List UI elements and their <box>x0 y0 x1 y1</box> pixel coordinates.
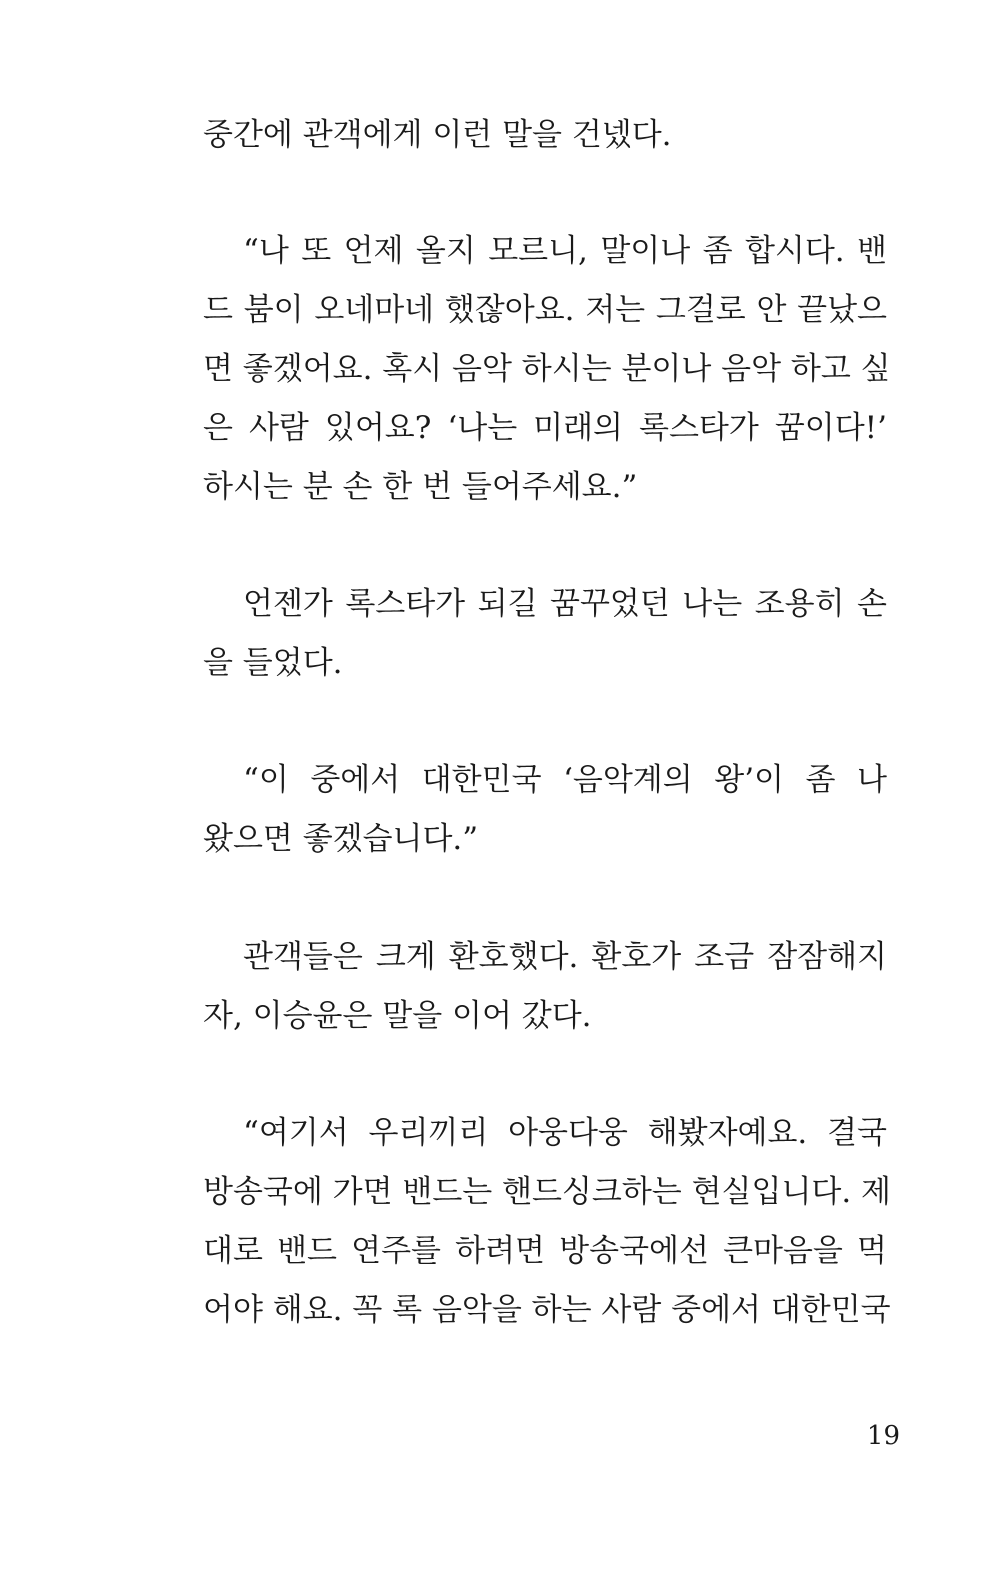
text-line: 드 붐이 오네마네 했잖아요. 저는 그걸로 안 끝났으 <box>203 292 887 328</box>
text-line: “나 또 언제 올지 모르니, 말이나 좀 합시다. 밴 <box>243 233 887 269</box>
text-line: “여기서 우리끼리 아웅다웅 해봤자예요. 결국 <box>243 1115 887 1151</box>
text-line: 은 사람 있어요? ‘나는 미래의 록스타가 꿈이다!’ <box>203 410 887 446</box>
text-line: 왔으면 좋겠습니다.” <box>203 821 479 857</box>
text-line: 관객들은 크게 환호했다. 환호가 조금 잠잠해지 <box>243 939 887 975</box>
text-line: 대로 밴드 연주를 하려면 방송국에선 큰마음을 먹 <box>203 1233 887 1269</box>
text-line: 면 좋겠어요. 혹시 음악 하시는 분이나 음악 하고 싶 <box>203 351 891 387</box>
text-line: 중간에 관객에게 이런 말을 건넸다. <box>203 117 672 153</box>
text-line: 방송국에 가면 밴드는 핸드싱크하는 현실입니다. 제 <box>203 1174 891 1210</box>
text-line: 언젠가 록스타가 되길 꿈꾸었던 나는 조용히 손 <box>243 586 887 622</box>
page-number: 19 <box>866 1421 900 1451</box>
text-line: 하시는 분 손 한 번 들어주세요.” <box>203 469 638 505</box>
text-line: 을 들었다. <box>203 645 343 681</box>
text-line: 어야 해요. 꼭 록 음악을 하는 사람 중에서 대한민국 <box>203 1292 891 1328</box>
text-line: “이 중에서 대한민국 ‘음악계의 왕’이 좀 나 <box>243 762 887 798</box>
text-line: 자, 이승윤은 말을 이어 갔다. <box>203 998 592 1034</box>
